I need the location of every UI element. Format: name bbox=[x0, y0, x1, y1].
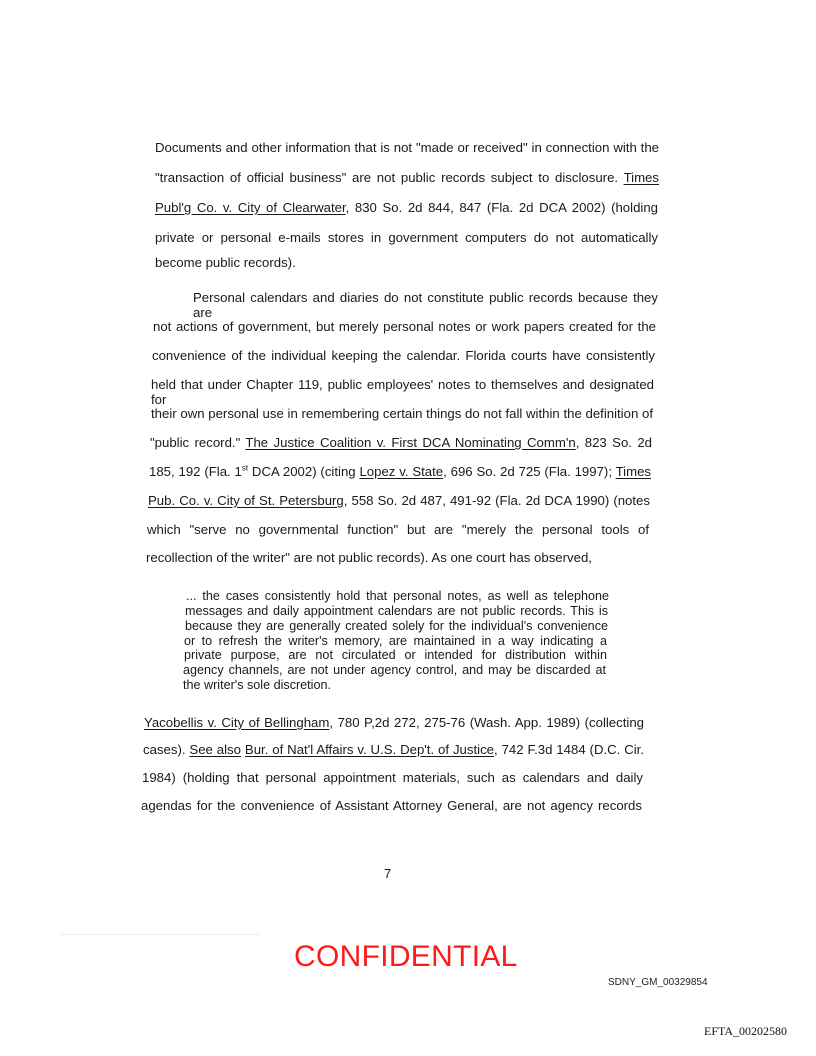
text-segment: ... the cases consistently hold that personal notes, as well as telephone bbox=[186, 589, 609, 603]
body-line bbox=[193, 290, 658, 320]
case-citation: The Justice Coalition v. First DCA Nominating Comm'n bbox=[245, 435, 576, 450]
body-line bbox=[155, 140, 659, 156]
body-line bbox=[155, 230, 658, 246]
body-line bbox=[151, 377, 654, 407]
text-segment: or to refresh the writer's memory, are maintained in a way indicating a bbox=[184, 634, 607, 648]
text-segment: "transaction of official business" are not public records subject to disclosure. bbox=[155, 170, 624, 185]
block-quote-line bbox=[184, 648, 607, 664]
text-segment: private purpose, are not circulated or intended for distribution within bbox=[184, 648, 607, 662]
text-segment: recollection of the writer" are not public records). As one court has observed, bbox=[146, 550, 592, 565]
text-segment: 1984) (holding that personal appointment materials, such as calendars and daily bbox=[142, 770, 643, 785]
bates-number: SDNY_GM_00329854 bbox=[608, 977, 708, 988]
case-citation: Times bbox=[615, 464, 652, 479]
body-line bbox=[143, 742, 644, 758]
block-quote-line bbox=[185, 619, 608, 635]
text-segment: , 823 So. 2d bbox=[575, 435, 653, 450]
body-line bbox=[147, 522, 649, 538]
body-line bbox=[146, 550, 592, 565]
text-segment: DCA 2002) (citing bbox=[248, 464, 360, 479]
text-segment: Documents and other information that is not "made or received" in connection with the bbox=[155, 140, 659, 155]
body-line bbox=[155, 255, 296, 270]
body-line bbox=[151, 406, 653, 422]
text-segment: convenience of the individual keeping the calendar. Florida courts have consistently bbox=[152, 348, 655, 363]
efta-number: EFTA_00202580 bbox=[704, 1024, 788, 1038]
body-line bbox=[153, 319, 656, 335]
block-quote-line bbox=[183, 663, 606, 679]
case-citation: See also bbox=[189, 742, 241, 757]
text-segment: agency channels, are not under agency control, and may be discarded at bbox=[183, 663, 606, 677]
case-citation: Times bbox=[623, 170, 659, 185]
text-segment: , 780 P,2d 272, 275-76 (Wash. App. 1989) (collecting bbox=[329, 715, 644, 730]
text-segment: 185, 192 (Fla. 1 bbox=[149, 464, 242, 479]
case-citation: Publ'g Co. v. City of Clearwater bbox=[155, 200, 346, 215]
block-quote-line bbox=[186, 589, 609, 605]
text-segment: Personal calendars and diaries do not constitute public records because they are bbox=[193, 290, 658, 320]
case-citation: Lopez v. State bbox=[359, 464, 444, 479]
block-quote-line bbox=[183, 678, 331, 692]
text-segment: the writer's sole discretion. bbox=[183, 678, 331, 692]
text-segment: cases). bbox=[143, 742, 190, 757]
body-line bbox=[155, 200, 658, 216]
ordinal-superscript: st bbox=[241, 463, 249, 473]
text-segment: , 742 F.3d 1484 (D.C. Cir. bbox=[494, 742, 645, 757]
page-number: 7 bbox=[384, 866, 392, 881]
body-line bbox=[144, 715, 644, 731]
text-segment: which "serve no governmental function" but are "merely the personal tools of bbox=[147, 522, 649, 537]
case-citation: Pub. Co. v. City of St. Petersburg bbox=[148, 493, 344, 508]
block-quote-line bbox=[185, 604, 608, 620]
text-segment: held that under Chapter 119, public employees' notes to themselves and designated for bbox=[151, 377, 654, 407]
body-line bbox=[149, 464, 651, 480]
body-line bbox=[155, 170, 659, 186]
text-segment: , 696 So. 2d 725 (Fla. 1997); bbox=[443, 464, 616, 479]
scan-artifact-line bbox=[60, 934, 260, 935]
body-line bbox=[150, 435, 652, 451]
text-segment: private or personal e-mails stores in government computers do not automatically bbox=[155, 230, 658, 245]
text-segment: their own personal use in remembering certain things do not fall within the definition of bbox=[151, 406, 653, 421]
text-segment: agendas for the convenience of Assistant Attorney General, are not agency records bbox=[141, 798, 642, 813]
text-segment: because they are generally created solely for the individual's convenience bbox=[185, 619, 608, 633]
text-segment: , 558 So. 2d 487, 491-92 (Fla. 2d DCA 1990) (notes bbox=[343, 493, 650, 508]
case-citation: Yacobellis v. City of Bellingham bbox=[144, 715, 330, 730]
body-line bbox=[148, 493, 650, 509]
body-line bbox=[152, 348, 655, 364]
body-line bbox=[141, 798, 642, 814]
text-segment: messages and daily appointment calendars are not public records. This is bbox=[185, 604, 608, 618]
text-segment: "public record." bbox=[150, 435, 246, 450]
body-line bbox=[142, 770, 643, 786]
text-segment: become public records). bbox=[155, 255, 296, 270]
confidential-stamp: CONFIDENTIAL bbox=[294, 940, 518, 973]
text-segment: not actions of government, but merely personal notes or work papers created for the bbox=[153, 319, 656, 334]
text-segment: , 830 So. 2d 844, 847 (Fla. 2d DCA 2002) (holding bbox=[345, 200, 658, 215]
case-citation: Bur. of Nat'l Affairs v. U.S. Dep't. of Justice bbox=[244, 742, 494, 757]
